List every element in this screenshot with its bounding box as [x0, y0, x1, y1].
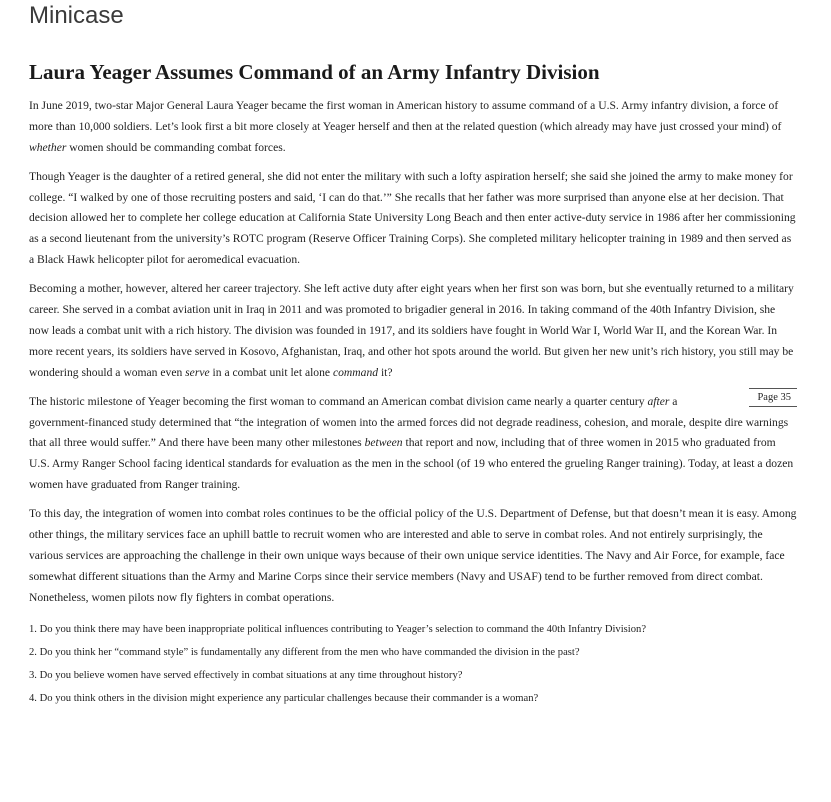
page-reference-box: Page 35 [749, 388, 797, 407]
case-body [29, 96, 797, 710]
question-2: 2. Do you think her “command style” is fundamentally any different from the men who have commanded the division in the past? [29, 647, 580, 659]
paragraph-4 [29, 392, 797, 496]
p3-text-a: Becoming a mother, however, altered her career trajectory. She left active duty after eight years when her first son was born, but she eventually returned to a military career. She served in a combat aviation unit in Iraq in 2011 and was promoted to brigadier general in 2016. In taking command of the 40th Infantry Division, she now leads a combat unit with a rich history. The division was founded in 1917, and its soldiers have fought in World War I, World War II, and the Korean War. In more recent years, its soldiers have served in Kosovo, Afghanistan, Iraq, and other hot spots around the world. But given her new unit’s rich history, you still may be wondering should a woman even [29, 282, 794, 379]
paragraph-3 [29, 279, 797, 383]
p3-emphasis-2: command [332, 365, 379, 379]
p3-text-c: it? [378, 365, 393, 379]
question-3: 3. Do you believe women have served effectively in combat situations at any time throughout history? [29, 670, 463, 682]
p3-text-b: in a combat unit let alone [209, 365, 333, 379]
question-1: 1. Do you think there may have been inappropriate political influences contributing to Yeager’s selection to command the 40th Infantry Division? [29, 624, 647, 636]
p1-emphasis: whether [29, 140, 67, 154]
discussion-questions [29, 618, 797, 710]
p4-text-a: The historic milestone of Yeager becoming the first woman to command an American combat division came nearly a quarter century [29, 394, 648, 408]
p1-text-a: In June 2019, two-star Major General Laura Yeager became the first woman in American history to assume command of a U.S. Army infantry division, a force of more than 10,000 soldiers. Let’s look first a bit more closely at Yeager herself and then at the related question (which already may have just crossed your mind) of [29, 99, 782, 133]
p4-emphasis-1: after [647, 394, 670, 408]
paragraph-1 [29, 96, 797, 158]
case-title: Laura Yeager Assumes Command of an Army Infantry Division [29, 60, 600, 84]
paragraph-5: To this day, the integration of women into combat roles continues to be the official policy of the U.S. Department of Defense, but that doesn’t mean it is easy. Among other things, the military services face an uphill battle to recruit women who are interested and able to serve in combat roles. And not entirely surprisingly, the various services are approaching the challenge in their own unique ways because of their own unique service identities. The Navy and Air Force, for example, face somewhat different situations than the Army and Marine Corps since their service members (Navy and USAF) tend to be further removed from direct combat. Nonetheless, women pilots now fly fighters in combat operations. [29, 507, 797, 604]
p4-emphasis-2: between [364, 436, 403, 450]
section-label: Minicase [29, 2, 124, 29]
p3-emphasis-1: serve [185, 365, 210, 379]
paragraph-2: Though Yeager is the daughter of a retired general, she did not enter the military with such a lofty aspiration herself; she said she joined the army to make money for college. “I walked by one of those recruiting posters and said, ‘I can do that.’” She recalls that her father was more surprised than anyone else at her decision. That decision allowed her to complete her college education at California State University Long Beach and then enter active-duty service in 1986 after her commissioning as a second lieutenant from the university’s ROTC program (Reserve Officer Training Corps). She completed military helicopter training in 1989 and then served as a Black Hawk helicopter pilot for aeromedical evacuation. [29, 169, 796, 267]
question-4: 4. Do you think others in the division might experience any particular challenges because their commander is a woman? [29, 693, 539, 705]
p1-text-b: women should be commanding combat forces. [66, 140, 286, 154]
p4-text-b: a government-financed study determined that “the integration of women into the armed forces did not degrade readiness, cohesion, and morale, despite dire warnings that all three would suffer.” And there have been many other milestones [29, 394, 789, 450]
p4-text-c: that report and now, including that of three women in 2015 who graduated from U.S. Army Ranger School facing identical standards for evaluation as the men in the school (of 19 who entered the grueling Ranger training). Today, at least a dozen women have graduated from Ranger training. [29, 436, 794, 492]
